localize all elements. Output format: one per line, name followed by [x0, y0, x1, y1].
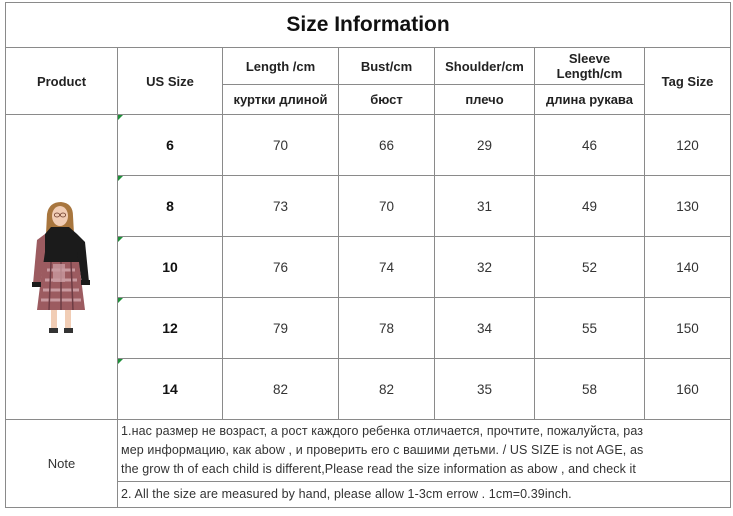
length-value: 73 [223, 176, 339, 237]
size-chart [5, 2, 730, 514]
note-line: 1.нас размер не возраст, а рост каждого ребенка отличается, прочтите, пожалуйста, раз [121, 424, 644, 438]
dress-top-shape [43, 227, 79, 262]
header-length: Length /cm [223, 48, 339, 85]
table-title: Size Information [6, 3, 731, 48]
shoulder-value: 29 [435, 115, 535, 176]
header-bust-ru: бюст [339, 85, 435, 115]
shoulder-value: 31 [435, 176, 535, 237]
header-us-size: US Size [118, 48, 223, 115]
length-value: 82 [223, 359, 339, 420]
shoulder-value: 32 [435, 237, 535, 298]
header-sleeve-line1: Sleeve [568, 51, 611, 66]
sleeve-value: 49 [535, 176, 645, 237]
size-value: 8 [118, 176, 223, 237]
header-shoulder: Shoulder/cm [435, 48, 535, 85]
header-length-ru: куртки длиной [223, 85, 339, 115]
sleeve-value: 52 [535, 237, 645, 298]
length-value: 79 [223, 298, 339, 359]
header-product: Product [6, 48, 118, 115]
tag-size-value: 150 [645, 298, 731, 359]
size-value: 14 [118, 359, 223, 420]
note-text-1 [118, 420, 731, 482]
shoulder-value: 35 [435, 359, 535, 420]
note-line: the grow th of each child is different,Please read the size information as abow , and check it [121, 462, 637, 476]
length-value: 76 [223, 237, 339, 298]
note-label: Note [6, 420, 118, 508]
note-text-2: 2. All the size are measured by hand, please allow 1-3cm errow . 1cm=0.39inch. [118, 482, 731, 508]
header-sleeve-ru: длина рукава [535, 85, 645, 115]
sleeve-value: 46 [535, 115, 645, 176]
size-value: 6 [118, 115, 223, 176]
header-bust: Bust/cm [339, 48, 435, 85]
sleeve-value: 58 [535, 359, 645, 420]
bust-value: 70 [339, 176, 435, 237]
table-row [6, 115, 731, 176]
girl-dress-icon [27, 200, 97, 335]
length-value: 70 [223, 115, 339, 176]
bust-value: 66 [339, 115, 435, 176]
note-line: мер информацию, как abow , и проверить его с вашими детьми. / US SIZE is not AGE, as [121, 443, 644, 457]
sleeve-value: 55 [535, 298, 645, 359]
header-sleeve [535, 48, 645, 85]
shoulder-value: 34 [435, 298, 535, 359]
bust-value: 74 [339, 237, 435, 298]
header-tag-size: Tag Size [645, 48, 731, 115]
header-shoulder-ru: плечо [435, 85, 535, 115]
bust-value: 82 [339, 359, 435, 420]
tag-size-value: 160 [645, 359, 731, 420]
size-value: 10 [118, 237, 223, 298]
tag-size-value: 140 [645, 237, 731, 298]
tag-size-value: 130 [645, 176, 731, 237]
product-image-cell [6, 115, 118, 420]
size-value: 12 [118, 298, 223, 359]
size-table [5, 2, 731, 508]
header-sleeve-line2: Length/cm [556, 66, 623, 81]
tag-size-value: 120 [645, 115, 731, 176]
bust-value: 78 [339, 298, 435, 359]
